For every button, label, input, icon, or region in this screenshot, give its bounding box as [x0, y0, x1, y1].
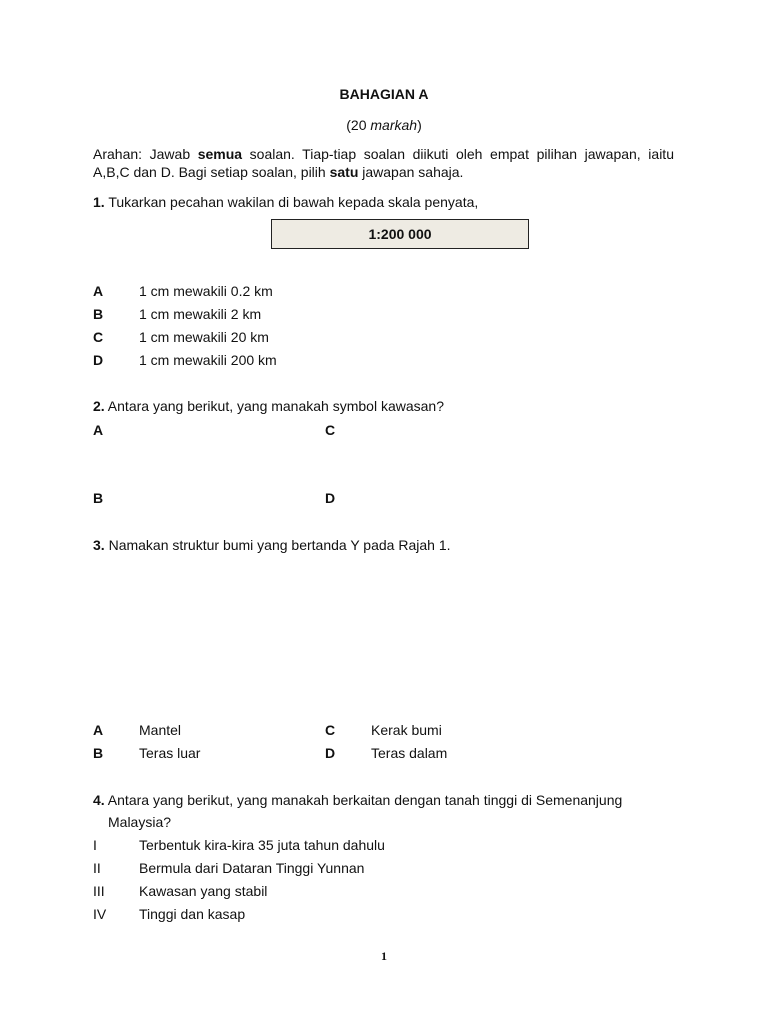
- q4-item-numeral: II: [93, 860, 101, 876]
- q1-option-letter: C: [93, 329, 104, 345]
- q2-option-a: A: [93, 422, 104, 438]
- question-4-number: 4.: [93, 792, 105, 808]
- q1-option-letter: A: [93, 283, 104, 299]
- q4-item-text: Terbentuk kira-kira 35 juta tahun dahulu: [139, 837, 385, 853]
- q1-option-text: 1 cm mewakili 200 km: [139, 352, 277, 368]
- question-1-number: 1.: [93, 194, 105, 210]
- q3-option-letter: C: [325, 722, 336, 738]
- marks-word: markah: [370, 117, 418, 133]
- q1-option-letter: D: [93, 352, 104, 368]
- q2-option-c: C: [325, 422, 336, 438]
- q3-option-text: Mantel: [139, 722, 182, 738]
- section-title: BAHAGIAN A: [339, 86, 429, 102]
- marks-open: (20: [346, 117, 371, 133]
- q4-item-numeral: IV: [93, 906, 107, 922]
- q4-item-numeral: III: [93, 883, 105, 899]
- q3-option-letter: A: [93, 722, 104, 738]
- instr-bold-2: satu: [329, 164, 359, 180]
- instructions-line-1: [93, 146, 674, 163]
- instr-text-4: jawapan sahaja.: [358, 164, 464, 180]
- q2-option-b: B: [93, 490, 104, 506]
- q3-option-letter: B: [93, 745, 104, 761]
- q1-option-letter: B: [93, 306, 104, 322]
- scale-box: [271, 219, 529, 249]
- q3-option-letter: D: [325, 745, 336, 761]
- q4-item-text: Kawasan yang stabil: [139, 883, 268, 899]
- question-3: [93, 537, 451, 554]
- question-1-text: Tukarkan pecahan wakilan di bawah kepada skala penyata,: [104, 194, 479, 210]
- q3-option-text: Teras dalam: [371, 745, 448, 761]
- question-2-text: Antara yang berikut, yang manakah symbol kawasan?: [104, 398, 444, 414]
- q4-item-numeral: I: [93, 837, 97, 853]
- question-2: [93, 398, 444, 415]
- q2-option-d: D: [325, 490, 336, 506]
- q4-item-text: Bermula dari Dataran Tinggi Yunnan: [139, 860, 365, 876]
- question-1: [93, 194, 478, 211]
- question-2-number: 2.: [93, 398, 105, 414]
- section-marks: [0, 117, 768, 134]
- instr-text-1: Arahan: Jawab: [93, 146, 198, 162]
- question-4: [93, 792, 622, 809]
- question-4-text-line-2: Malaysia?: [108, 814, 172, 830]
- question-3-number: 3.: [93, 537, 105, 553]
- q1-option-text: 1 cm mewakili 0.2 km: [139, 283, 273, 299]
- question-4-text-line-1: Antara yang berikut, yang manakah berkaitan dengan tanah tinggi di Semenanjung: [104, 792, 623, 808]
- instr-bold-1: semua: [197, 146, 243, 162]
- instr-text-2: soalan. Tiap-tiap soalan diikuti oleh empat pilihan jawapan, iaitu: [242, 146, 674, 162]
- q4-item-text: Tinggi dan kasap: [139, 906, 246, 922]
- scale-value: 1:200 000: [368, 226, 432, 242]
- question-3-text: Namakan struktur bumi yang bertanda Y pada Rajah 1.: [104, 537, 451, 553]
- page-number: 1: [381, 949, 387, 963]
- marks-close: ): [417, 117, 422, 133]
- q1-option-text: 1 cm mewakili 2 km: [139, 306, 262, 322]
- q3-option-text: Kerak bumi: [371, 722, 442, 738]
- q3-option-text: Teras luar: [139, 745, 201, 761]
- instr-text-3: A,B,C dan D. Bagi setiap soalan, pilih: [93, 164, 330, 180]
- q1-option-text: 1 cm mewakili 20 km: [139, 329, 269, 345]
- instructions-line-2: [93, 164, 463, 181]
